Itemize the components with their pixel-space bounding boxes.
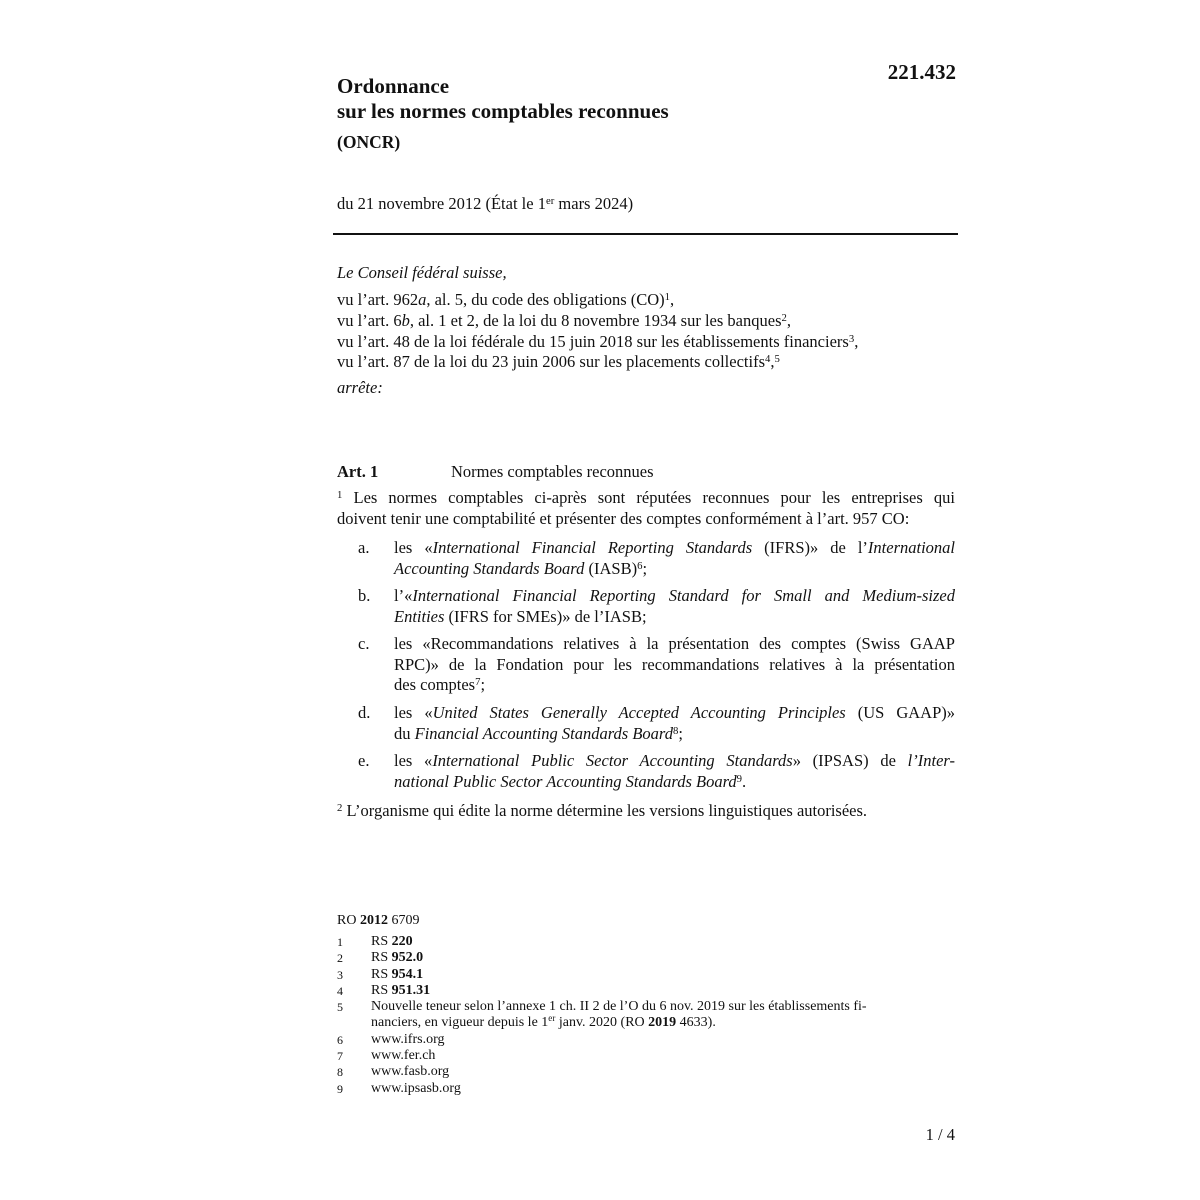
text-run: Accounting Standards Board (394, 558, 585, 578)
text-run: les « (394, 751, 433, 770)
text-run: les «Recommandations relatives à la présentation des comptes (Swiss GAAP (394, 634, 955, 653)
text-run: www.fer.ch (371, 1048, 436, 1064)
text-run: national Public Sector Accounting Standards Board (394, 771, 737, 791)
item-letter: a. (358, 538, 370, 557)
text-run: RS (371, 934, 392, 949)
footnote-number: 2 (337, 951, 343, 966)
text-run: 2012 (359, 913, 388, 928)
text-run: , (786, 311, 791, 330)
footnote-text (371, 983, 430, 999)
text-run: Financial Accounting Standards Board (414, 723, 673, 743)
item-letter: c. (358, 634, 370, 653)
footnote-text (371, 1015, 716, 1031)
text-run: . (742, 771, 747, 791)
item-line (394, 607, 955, 628)
item-line (394, 724, 955, 745)
item-letter: b. (358, 586, 371, 605)
footnote-ref: er (548, 1013, 556, 1024)
text-run: (IASB) (584, 558, 638, 578)
text-run: International Public Sector Accounting Standards (432, 751, 793, 770)
text-run: vu l’art. 6 (337, 311, 402, 330)
footnote-number: 5 (337, 1000, 343, 1015)
text-run: , al. 1 et 2, de la loi du 8 novembre 1934 sur les banques (409, 311, 782, 330)
footnote-number: 9 (337, 1081, 343, 1096)
text-run: United States Generally Accepted Accounting Principles (432, 703, 846, 722)
text-run: arrête: (337, 378, 383, 397)
text-run: l’Inter- (907, 751, 955, 770)
footnote-number: 6 (337, 1032, 343, 1047)
text-run: , al. 5, du code des obligations (CO) (426, 290, 665, 309)
footnote-ref: 2 (337, 802, 343, 814)
footnote-ref: 3 (848, 333, 855, 345)
title-line-2: sur les normes comptables reconnues (337, 99, 669, 123)
text-run: (IFRS)» de l’ (752, 538, 868, 557)
text-run: RPC)» de la Fondation pour les recommandations relatives à la présentation (394, 654, 955, 674)
item-line (394, 559, 955, 580)
footnote-ref: er (545, 195, 555, 207)
footnote-ref: 4 (765, 353, 771, 365)
text-run: 4633). (676, 1015, 716, 1031)
text-run: 954.1 (391, 966, 424, 982)
footnote-text (371, 967, 423, 983)
footnote-ref: 2 (781, 312, 787, 324)
text-run: RO (337, 913, 360, 928)
footnote-number: 3 (337, 967, 343, 982)
preamble-line (337, 331, 858, 352)
text-run: 2019 (648, 1015, 677, 1031)
text-run: mars 2024) (554, 194, 634, 213)
text-run: 6709 (387, 913, 420, 928)
text-run: Les normes comptables ci-après sont réputées reconnues pour les entreprises qui (342, 488, 955, 507)
item-line (394, 538, 955, 559)
preamble-line (337, 310, 791, 331)
text-run: , (770, 352, 775, 371)
footnote-ref: 1 (664, 291, 671, 303)
text-run: du (394, 723, 415, 743)
date-line (337, 193, 633, 214)
title-line-1: Ordonnance (337, 74, 450, 98)
text-run: vu l’art. 48 de la loi fédérale du 15 juin 2018 sur les établissements financiers (337, 332, 849, 351)
text-run: International Financial Reporting Standard for Small and Medium-sized (412, 586, 955, 605)
text-run: les « (394, 538, 433, 557)
footnote-text (371, 950, 423, 966)
text-run: L’organisme qui édite la norme détermine les versions linguistiques autorisées. (342, 801, 868, 820)
text-run: 952.0 (391, 950, 424, 966)
item-line (394, 675, 955, 696)
text-run: b (401, 311, 410, 330)
text-run: RS (371, 982, 392, 998)
text-run: RS (371, 950, 392, 966)
footnote-number: 8 (337, 1065, 343, 1080)
footnote-number: 7 (337, 1049, 343, 1064)
text-run: les « (394, 703, 433, 722)
text-run: doivent tenir une comptabilité et présenter des comptes conformément à l’art. 957 CO: (337, 508, 910, 528)
preamble-line (337, 351, 780, 372)
footnote-ref: 8 (672, 724, 679, 737)
paragraph-line (337, 509, 955, 530)
preamble-line (337, 289, 674, 310)
footnote-ref: 9 (736, 772, 743, 785)
text-run: des comptes (394, 675, 476, 694)
text-run: a (418, 290, 427, 309)
text-run: ; (480, 675, 486, 694)
footnote-text (371, 1032, 445, 1048)
item-line (394, 703, 955, 724)
preamble-intro (337, 262, 507, 283)
item-letter: e. (358, 751, 370, 770)
text-run: RS (371, 966, 392, 982)
article-heading: Normes comptables reconnues (451, 462, 654, 481)
preamble-decree (337, 377, 383, 398)
footnote-ref: 7 (475, 676, 481, 688)
text-run: ; (642, 558, 648, 578)
footnote-ref: 5 (774, 353, 780, 365)
text-run: ; (678, 723, 683, 743)
footnote-text (371, 934, 413, 950)
text-run: (US GAAP)» (845, 703, 955, 722)
footnote-number: 4 (337, 983, 343, 998)
footnote-ref: 6 (637, 559, 643, 572)
text-run: 951.31 (391, 982, 431, 998)
text-run: du 21 novembre 2012 (État le 1 (337, 194, 546, 213)
footnote-text (371, 1064, 449, 1080)
ro-reference (337, 913, 419, 929)
item-line (394, 655, 955, 676)
item-line (394, 751, 955, 772)
text-run: , (670, 290, 675, 309)
text-run: nanciers, en vigueur depuis le 1 (371, 1015, 549, 1031)
text-run: vu l’art. 962 (337, 290, 419, 309)
text-run: (IFRS for SMEs)» de l’IASB; (444, 606, 647, 626)
item-line (394, 634, 955, 655)
footnote-text (371, 1048, 435, 1064)
text-run: www.ipsasb.org (371, 1080, 461, 1096)
footnote-number: 1 (337, 935, 343, 949)
text-run: l’« (394, 586, 413, 605)
text-run: , (854, 332, 859, 351)
footnote-ref: 1 (337, 489, 343, 501)
title-divider (333, 233, 958, 235)
article-paragraph-1 (337, 488, 955, 529)
text-run: International (867, 538, 955, 557)
text-run: www.ifrs.org (371, 1031, 445, 1047)
text-run: International Financial Reporting Standards (432, 538, 753, 557)
item-letter: d. (358, 703, 371, 722)
footnote-text (371, 999, 867, 1015)
text-run: janv. 2020 (RO (555, 1015, 649, 1031)
item-line (394, 586, 955, 607)
article-paragraph-2 (337, 800, 867, 821)
text-run: Le Conseil fédéral suisse, (337, 263, 507, 282)
item-line (394, 772, 955, 793)
article-label: Art. 1 (337, 462, 379, 481)
text-run: Nouvelle teneur selon l’annexe 1 ch. II 2 de l’O du 6 nov. 2019 sur les établissements fi- (371, 999, 867, 1015)
paragraph-line (337, 488, 955, 509)
text-run: vu l’art. 87 de la loi du 23 juin 2006 sur les placements collectifs (337, 352, 765, 371)
footnote-text (371, 1081, 461, 1097)
page-number: 1 / 4 (925, 1125, 955, 1144)
text-run: www.fasb.org (371, 1064, 450, 1080)
document-number: 221.432 (887, 60, 956, 84)
text-run: Entities (394, 606, 445, 626)
title-abbrev: (ONCR) (337, 132, 401, 152)
text-run: » (IPSAS) de (792, 751, 908, 770)
text-run: 220 (391, 934, 413, 949)
